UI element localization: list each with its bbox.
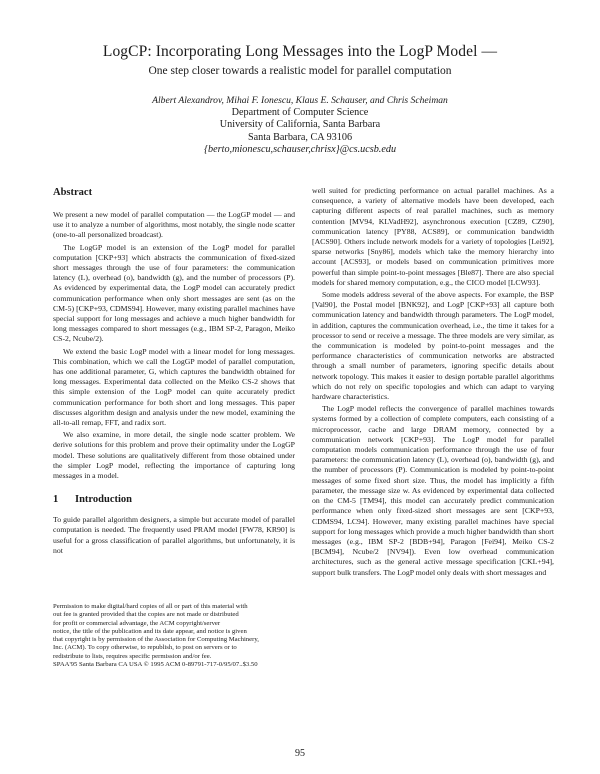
footnote-line: notice, the title of the publication and its date appear, and notice is given: [53, 627, 247, 635]
author-emails: {berto,mionescu,schauser,chrisx}@cs.ucsb.edu: [203, 143, 397, 155]
footnote-line: that copyright is by permission of the Association for Computing Machinery,: [53, 636, 259, 644]
paper-title: LogCP: Incorporating Long Messages into the LogP Model —: [102, 43, 498, 60]
intro-paragraph: To guide parallel algorithm designers, a simple but accurate model of parallel computation is needed. The frequently used PRAM model [FW78, KR90] is useful for a gross classification of parallel algorithms, but unfortunately, it is not: [53, 515, 295, 555]
footnote-line: Inc. (ACM). To copy otherwise, to republish, to post on servers or to: [53, 644, 237, 652]
footnote-line: out fee is granted provided that the copies are not made or distributed: [53, 611, 239, 619]
footnote-line: for profit or commercial advantage, the ACM copyright/server: [53, 619, 221, 627]
footnote-line: Permission to make digital/hard copies of all or part of this material with: [53, 603, 248, 610]
body-paragraph: The LogP model reflects the convergence of parallel machines towards systems formed by a collection of complete computers, each consisting of a microprocessor, cache and large DRAM memory, connected by a communication network [CKP+93]. The LogP model for parallel computation models communication performance through the use of four parameters: the communication latency (L), overhead (o), bandwidth (g), and the number of processors (P). Communication is modeled by point-to-point messages of some fixed short size. Thus, the model has implicitly a fifth parameter, the message size w. As evidenced by experimental data collected on the CM-5 [TM94], this model can accurately predict communication performance when only fixed-sized short messages are sent [CKP+93, CDMS94, LC94]. However, many existing parallel machines have special support for long messages which provide a much higher bandwidth than short messages (e.g., IBM SP-2 [BDB+94], Paragon [Fei94], Meiko CS-2 [BCM94], Ncube/2 [NV94]). Even low overhead communication architectures, such as the general active message specification [CKL+94], support bulk transfers. The LogP model only deals with short messages and: [312, 404, 554, 577]
affiliation-address: Santa Barbara, CA 93106: [247, 131, 353, 143]
affiliation-university: University of California, Santa Barbara: [219, 119, 381, 131]
affiliation-department: Department of Computer Science: [231, 107, 369, 118]
body-paragraph: well suited for predicting performance on actual parallel machines. As a consequence, a variety of alternative models have been developed, each capturing different aspects of real parallel machines, such as memory contention [MV94, KLVadH92], asynchronous execution [CZ89, CZ90], communication latency [PY88, ACS89], or communication bandwidth [ACS90]. Others include network models for a variety of topologies [Lei92], sparse networks [Sny86], models which take the memory hierarchy into account [ACS93], or models based on communication primitives more powerful than simple point-to-point messages [Ble87]. There are also special models for shared memory computation, e.g., the CICO model [LCW93].: [312, 186, 554, 287]
introduction-heading: [53, 493, 295, 507]
affiliation-block: [40, 107, 560, 156]
abstract-paragraph: We extend the basic LogP model with a linear model for long messages. This combination, which we call the LogGP model of parallel computation, has one additional parameter, G, which captures the bandwidth obtained for long messages. Experimental data collected on the Meiko CS-2 shows that this simple extension of the LogP model can quite accurately predict communication performance for both short and long messages. This paper discusses algorithm design and analysis under the new model, examining the all-to-all remap, FFT, and radix sort.: [53, 346, 295, 428]
body-paragraph: Some models address several of the above aspects. For example, the BSP [Val90], the Postal model [BNK92], and LogP [CKP+93] all capture both communication latency and bandwidth through parameters. The LogP model, in addition, captures the communication overhead, i.e., the time it takes for a processor to send or receive a message. The three models are very similar, as the communication is modeled by point-to-point messages and the performance characteristics of communication networks are abstracted through a small number of parameters, ignoring specific details about network topology. This makes it easier to design portable parallel algorithms which do not rely on specific topologies and which can adapt to varying hardware characteristics.: [312, 290, 554, 402]
abstract-paragraph: We present a new model of parallel computation — the LogGP model — and use it to analyze a number of algorithms, most notably, the single node scatter (one-to-all personalized broadcast).: [53, 210, 295, 240]
abstract-paragraph: The LogGP model is an extension of the LogP model for parallel computation [CKP+93] which abstracts the communication of fixed-sized short messages through the use of four parameters: the communication latency (L), overhead (o), bandwidth (g), and the number of processors (P). As evidenced by experimental data, the LogP model can accurately predict communication performance when only short messages are sent (as on the CM-5) [CKP+93, CDMS94]. However, many existing parallel machines have special support for long messages and achieve a much higher bandwidth for long messages compared to short messages (e.g., IBM SP-2, Paragon, Meiko CS-2, Ncube/2).: [53, 242, 295, 344]
footnote-line: redistribute to lists, requires specific permission and/or fee.: [53, 652, 212, 660]
section-title: Introduction: [75, 494, 132, 506]
footnote-line: SPAA'95 Santa Barbara CA USA © 1995 ACM 0-89791-717-0/95/07..$3.50: [53, 661, 258, 669]
left-column: [53, 186, 295, 558]
copyright-footnote: [53, 603, 295, 669]
section-number: 1: [53, 494, 59, 506]
abstract-heading: Abstract: [53, 187, 93, 198]
paper-subtitle: One step closer towards a realistic model for parallel computation: [148, 65, 452, 77]
page-number: 95: [295, 748, 305, 759]
author-list: Albert Alexandrov, Mihai F. Ionescu, Klaus E. Schauser, and Chris Scheiman: [152, 95, 448, 106]
abstract-paragraph: We also examine, in more detail, the single node scatter problem. We derive solutions for this problem and prove their optimality under the LogGP model. These solutions are qualitatively different from those obtained under the simpler LogP model, reflecting the importance of capturing long messages in a model.: [53, 430, 295, 481]
right-column: [312, 186, 554, 580]
